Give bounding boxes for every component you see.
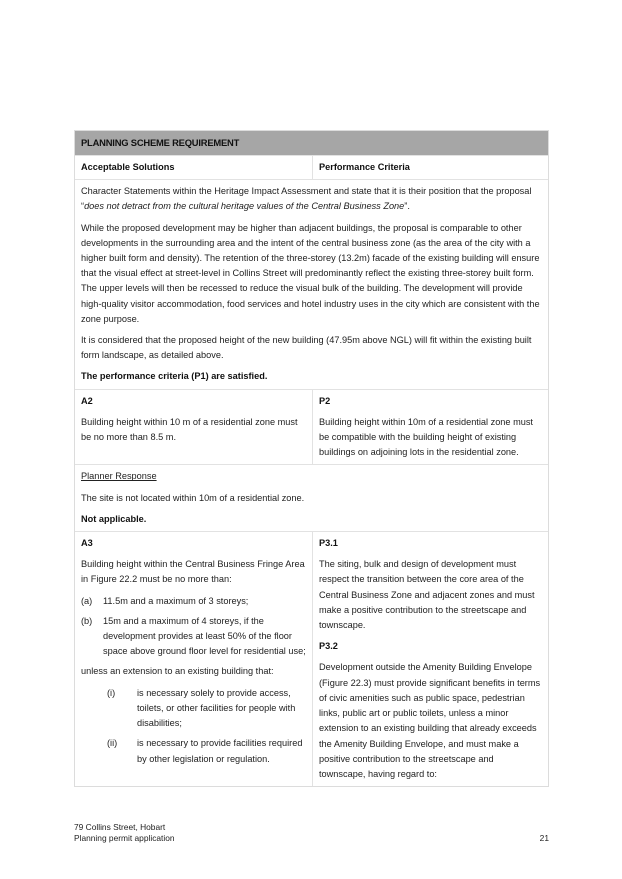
p3-1-title: P3.1 — [319, 538, 338, 549]
acceptable-solutions-heading: Acceptable Solutions — [75, 156, 313, 179]
a2-title: A2 — [81, 395, 93, 406]
list-text: 11.5m and a maximum of 3 storeys; — [103, 595, 249, 606]
column-headings-row — [75, 155, 548, 179]
a2-cell — [75, 390, 313, 465]
sub-list-item — [81, 686, 306, 732]
a3-row — [75, 531, 548, 786]
a2-row — [75, 389, 548, 465]
sub-list-text: is necessary solely to provide access, toilets, or other facilities for people with disabilities; — [137, 687, 296, 729]
sub-list-item — [81, 736, 306, 766]
a3-intro: Building height within the Central Business Fringe Area in Figure 22.2 must be no more than: — [81, 559, 305, 585]
list-item — [81, 614, 306, 660]
p3-1-text: The siting, bulk and design of development must respect the transition between the core area of the Central Business Zone and adjacent zones and must make a positive contribution to the streetscape and townscape. — [319, 559, 535, 631]
table-header: PLANNING SCHEME REQUIREMENT — [75, 131, 548, 155]
list-marker: (a) — [81, 595, 93, 606]
p3-cell — [313, 532, 548, 786]
intro-p1-post: ”. — [404, 201, 410, 212]
intro-response-row — [75, 179, 548, 388]
intro-p1-pre: Character Statements within the Heritage Impact Assessment and state that it is their position that the proposal “ — [81, 186, 532, 212]
intro-paragraph-1 — [81, 184, 542, 214]
planning-requirements-table — [74, 130, 549, 787]
p2-cell — [313, 390, 548, 465]
a3-title: A3 — [81, 538, 93, 549]
p2-title: P2 — [319, 395, 331, 406]
planner-response — [75, 465, 548, 531]
sub-list-marker: (i) — [107, 687, 116, 698]
a2-text: Building height within 10 m of a residential zone must be no more than 8.5 m. — [81, 416, 298, 443]
intro-paragraph-2: While the proposed development may be higher than adjacent buildings, the proposal is comparable to other developments in the surrounding area and the intent of the central business zone (as the area of the city with a higher built form and density). The retention of the three-storey (13.2m) facade of the existing building will ensure that the visual effect at street-level in Collins Street will predominantly reflect the existing three-storey built form. The upper levels will then be recessed to reduce the visual bulk of the building. The development will provide high-quality visitor accommodation, food services and hotel industry uses in the city which are consistent with the zone purpose. — [81, 222, 540, 324]
page-number: 21 — [539, 833, 549, 843]
performance-criteria-heading: Performance Criteria — [319, 162, 410, 172]
sub-list-marker: (ii) — [107, 738, 118, 749]
list-item — [81, 594, 306, 609]
planner-response-text: The site is not located within 10m of a residential zone. — [81, 492, 305, 503]
list-text: 15m and a maximum of 4 storeys, if the development provides at least 50% of the floor space above ground floor level for residential use; — [103, 615, 306, 657]
planner-conclusion: Not applicable. — [81, 513, 147, 524]
a3-cell — [75, 532, 313, 786]
sub-list-text: is necessary to provide facilities required by other legislation or regulation. — [137, 738, 303, 764]
p3-2-text: Development outside the Amenity Building Envelope (Figure 22.3) must provide significant benefits in terms of civic amenities such as public space, pedestrian links, public art or public toilets, unless a minor extension to an existing building that already exceeds the Amenity Building Envelope, and must make a positive contribution to the streetscape and townscape, having regard to: — [319, 662, 541, 779]
intro-response — [75, 180, 548, 388]
intro-paragraph-3: It is considered that the proposed height of the new building (47.95m above NGL) will fit within the existing built form landscape, as detailed above. — [81, 335, 532, 361]
p3-2-title: P3.2 — [319, 641, 338, 652]
footer-address: 79 Collins Street, Hobart — [74, 822, 166, 832]
footer-document: Planning permit application — [74, 833, 175, 843]
unless-text: unless an extension to an existing building that: — [81, 666, 274, 677]
p2-text: Building height within 10m of a residential zone must be compatible with the building height of existing buildings on adjoining lots in the residential zone. — [319, 416, 533, 458]
planner-response-heading: Planner Response — [81, 471, 157, 482]
planner-response-row — [75, 464, 548, 531]
intro-p1-quote: does not detract from the cultural heritage values of the Central Business Zone — [84, 201, 405, 212]
list-marker: (b) — [81, 615, 93, 626]
page-footer — [74, 822, 549, 844]
p1-conclusion: The performance criteria (P1) are satisfied. — [81, 371, 268, 382]
